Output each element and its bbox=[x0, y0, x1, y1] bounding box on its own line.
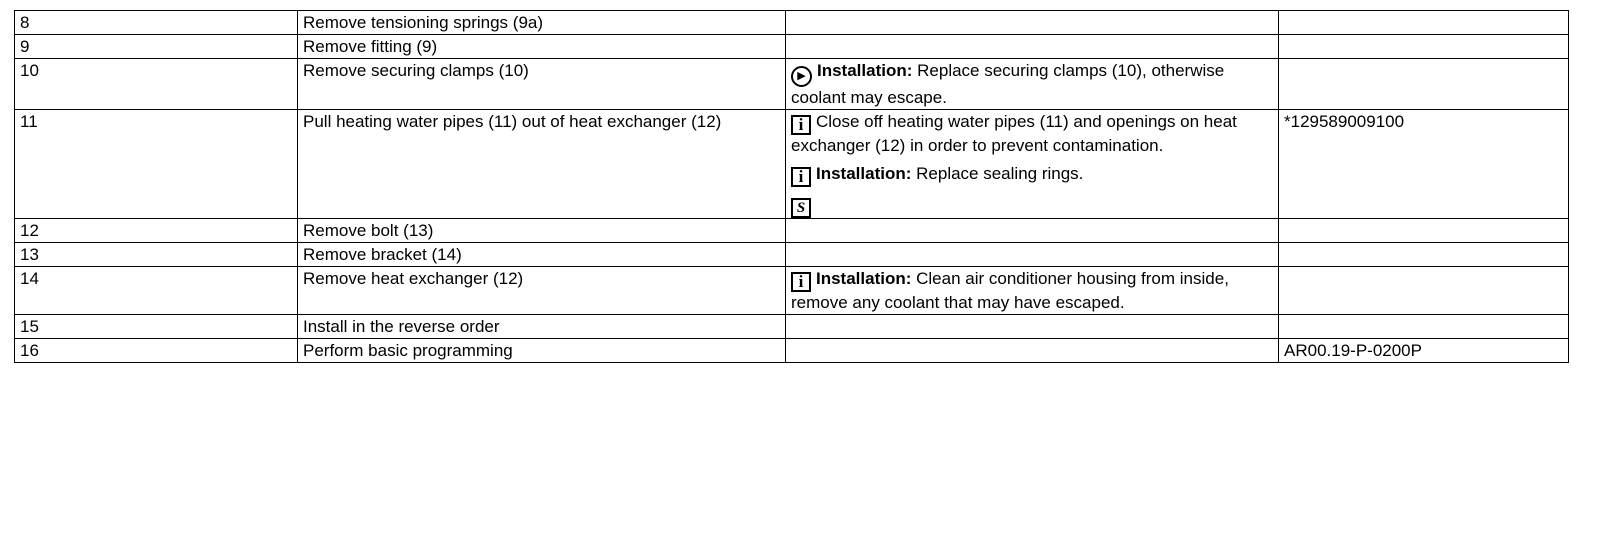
step-number: 14 bbox=[15, 267, 298, 315]
note-text: Replace securing clamps (10), otherwise coolant may escape. bbox=[791, 61, 1225, 107]
info-note bbox=[791, 268, 1273, 314]
operation-text: Perform basic programming bbox=[298, 339, 786, 363]
operation-text: Remove tensioning springs (9a) bbox=[298, 11, 786, 35]
procedure-table bbox=[14, 10, 1569, 363]
step-number: 11 bbox=[15, 110, 298, 219]
step-number: 15 bbox=[15, 315, 298, 339]
table-row bbox=[15, 110, 1569, 219]
special-tool-icon: S bbox=[791, 198, 811, 218]
info-icon: i bbox=[791, 115, 811, 135]
table-row bbox=[15, 59, 1569, 110]
notes-cell bbox=[786, 219, 1279, 243]
operation-text: Remove bolt (13) bbox=[298, 219, 786, 243]
table-row bbox=[15, 315, 1569, 339]
reference-cell bbox=[1279, 267, 1569, 315]
note-text: Close off heating water pipes (11) and openings on heat exchanger (12) in order to prevent contamination. bbox=[791, 112, 1237, 155]
step-number: 13 bbox=[15, 243, 298, 267]
notes-cell bbox=[786, 315, 1279, 339]
table-row bbox=[15, 243, 1569, 267]
note-label: Installation: bbox=[816, 164, 912, 183]
step-number: 9 bbox=[15, 35, 298, 59]
info-note bbox=[791, 163, 1273, 187]
operation-text: Remove fitting (9) bbox=[298, 35, 786, 59]
reference-cell bbox=[1279, 315, 1569, 339]
step-number: 12 bbox=[15, 219, 298, 243]
reference-cell bbox=[1279, 35, 1569, 59]
reference-cell bbox=[1279, 219, 1569, 243]
table-row bbox=[15, 35, 1569, 59]
operation-text: Remove bracket (14) bbox=[298, 243, 786, 267]
notes-cell bbox=[786, 110, 1279, 219]
operation-text: Remove securing clamps (10) bbox=[298, 59, 786, 110]
info-note bbox=[791, 111, 1273, 157]
note-text: Replace sealing rings. bbox=[911, 164, 1084, 183]
info-icon: i bbox=[791, 272, 811, 292]
installation-icon: ▶ bbox=[791, 66, 812, 87]
operation-text: Remove heat exchanger (12) bbox=[298, 267, 786, 315]
operation-text: Install in the reverse order bbox=[298, 315, 786, 339]
notes-cell bbox=[786, 267, 1279, 315]
reference-cell bbox=[1279, 59, 1569, 110]
operation-text: Pull heating water pipes (11) out of heat exchanger (12) bbox=[298, 110, 786, 219]
note-label: Installation: bbox=[816, 269, 912, 288]
reference-cell bbox=[1279, 11, 1569, 35]
table-row bbox=[15, 11, 1569, 35]
step-number: 16 bbox=[15, 339, 298, 363]
note-label: Installation: bbox=[817, 61, 913, 80]
reference-cell: *129589009100 bbox=[1279, 110, 1569, 219]
step-number: 10 bbox=[15, 59, 298, 110]
notes-cell bbox=[786, 243, 1279, 267]
table-row bbox=[15, 339, 1569, 363]
reference-cell: AR00.19-P-0200P bbox=[1279, 339, 1569, 363]
step-number: 8 bbox=[15, 11, 298, 35]
info-icon: i bbox=[791, 167, 811, 187]
notes-cell bbox=[786, 11, 1279, 35]
table-row bbox=[15, 267, 1569, 315]
notes-cell bbox=[786, 35, 1279, 59]
table-row bbox=[15, 219, 1569, 243]
note-text: Clean air conditioner housing from inside, remove any coolant that may have escaped. bbox=[791, 269, 1229, 312]
notes-cell bbox=[786, 59, 1279, 110]
special-tool-note bbox=[791, 193, 1273, 218]
reference-cell bbox=[1279, 243, 1569, 267]
notes-cell bbox=[786, 339, 1279, 363]
installation-note bbox=[791, 60, 1273, 109]
